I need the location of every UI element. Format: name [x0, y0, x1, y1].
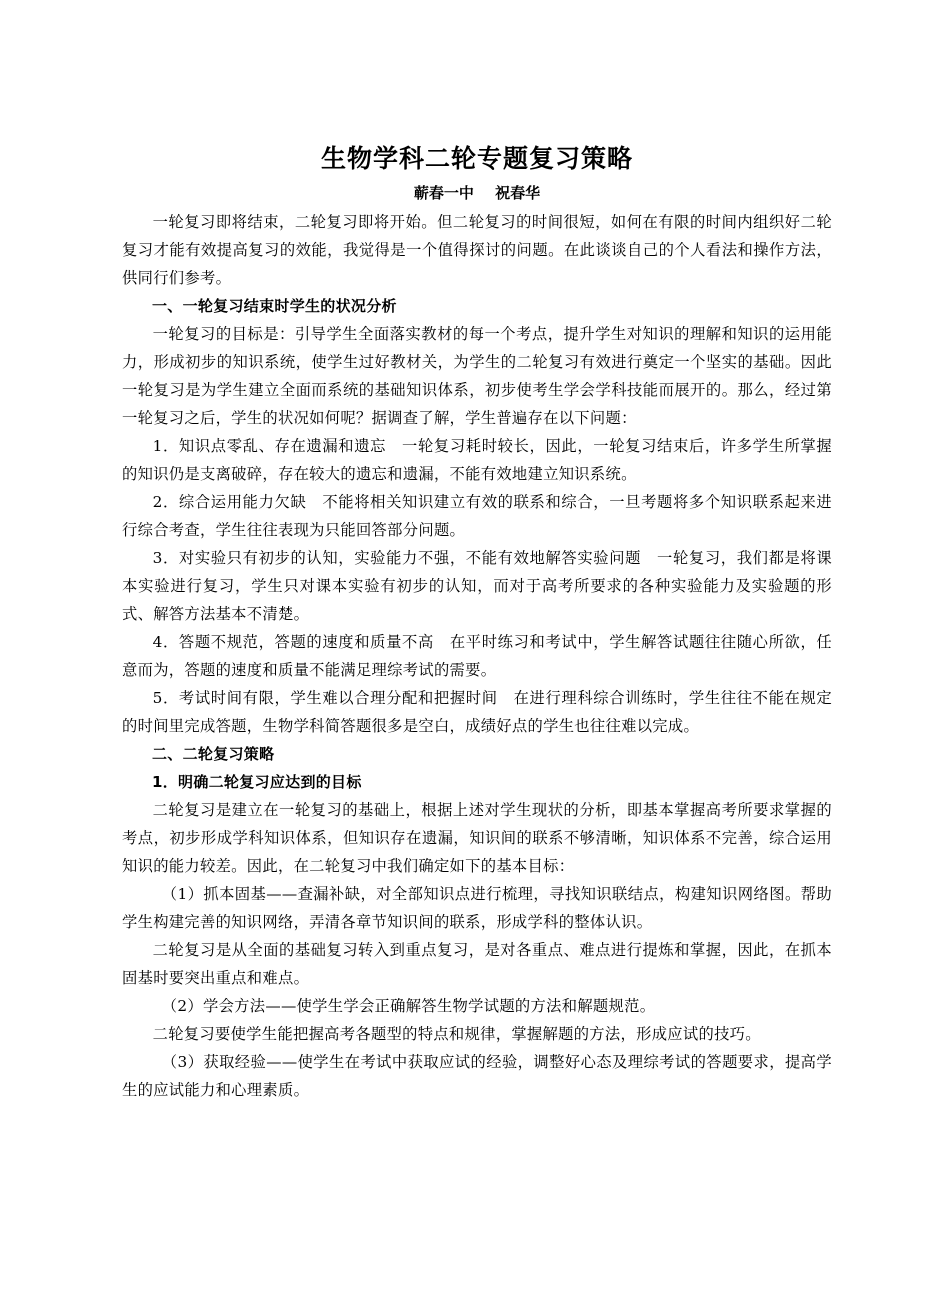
section1-heading: 一、一轮复习结束时学生的状况分析 [152, 297, 397, 315]
author-school: 蕲春一中 [413, 184, 474, 202]
problem-item-5: 5．考试时间有限，学生难以合理分配和把握时间 在进行理科综合训练时，学生往往不能在规定的时间里完成答题，生物学科简答题很多是空白，成绩好点的学生也往往难以完成。 [122, 689, 832, 735]
intro-paragraph: 一轮复习即将结束，二轮复习即将开始。但二轮复习的时间很短，如何在有限的时间内组织好二轮复习才能有效提高复习的效能，我觉得是一个值得探讨的问题。在此谈谈自己的个人看法和操作方法，供同行们参考。 [122, 213, 832, 287]
author-line [122, 182, 832, 204]
document-page [122, 142, 832, 1104]
section1-paragraph: 一轮复习的目标是：引导学生全面落实教材的每一个考点，提升学生对知识的理解和知识的运用能力，形成初步的知识系统，使学生过好教材关，为学生的二轮复习有效进行奠定一个坚实的基础。因此一轮复习是为学生建立全面而系统的基础知识体系，初步使考生学会学科技能而展开的。那么，经过第一轮复习之后，学生的状况如何呢？据调查了解，学生普遍存在以下问题： [122, 325, 832, 427]
problem-item-2: 2．综合运用能力欠缺 不能将相关知识建立有效的联系和综合，一旦考题将多个知识联系起来进行综合考查，学生往往表现为只能回答部分问题。 [122, 493, 832, 539]
goal-1: （1）抓本固基——查漏补缺，对全部知识点进行梳理，寻找知识联结点，构建知识网络图。帮助学生构建完善的知识网络，弄清各章节知识间的联系，形成学科的整体认识。 [122, 885, 832, 931]
problem-item-1: 1．知识点零乱、存在遗漏和遗忘 一轮复习耗时较长，因此，一轮复习结束后，许多学生所掌握的知识仍是支离破碎，存在较大的遗忘和遗漏，不能有效地建立知识系统。 [122, 437, 832, 483]
section2-subheading: 1．明确二轮复习应达到的目标 [152, 773, 362, 791]
section2-paragraph-2: 二轮复习是从全面的基础复习转入到重点复习，是对各重点、难点进行提炼和掌握，因此，在抓本固基时要突出重点和难点。 [122, 941, 832, 987]
goal-3: （3）获取经验——使学生在考试中获取应试的经验，调整好心态及理综考试的答题要求，提高学生的应试能力和心理素质。 [122, 1053, 832, 1099]
author-name: 祝春华 [495, 184, 541, 202]
goal-2: （2）学会方法——使学生学会正确解答生物学试题的方法和解题规范。 [161, 997, 656, 1015]
section2-paragraph-3: 二轮复习要使学生能把握高考各题型的特点和规律，掌握解题的方法，形成应试的技巧。 [152, 1025, 761, 1043]
problem-item-3: 3．对实验只有初步的认知，实验能力不强，不能有效地解答实验问题 一轮复习，我们都是将课本实验进行复习，学生只对课本实验有初步的认知，而对于高考所要求的各种实验能力及实验题的形式、解答方法基本不清楚。 [122, 549, 832, 623]
section2-paragraph-1: 二轮复习是建立在一轮复习的基础上，根据上述对学生现状的分析，即基本掌握高考所要求掌握的考点，初步形成学科知识体系，但知识存在遗漏，知识间的联系不够清晰，知识体系不完善，综合运用知识的能力较差。因此，在二轮复习中我们确定如下的基本目标： [122, 801, 832, 875]
section2-heading: 二、二轮复习策略 [152, 745, 275, 763]
problem-item-4: 4．答题不规范，答题的速度和质量不高 在平时练习和考试中，学生解答试题往往随心所欲，任意而为，答题的速度和质量不能满足理综考试的需要。 [122, 633, 832, 679]
document-title: 生物学科二轮专题复习策略 [320, 144, 633, 173]
